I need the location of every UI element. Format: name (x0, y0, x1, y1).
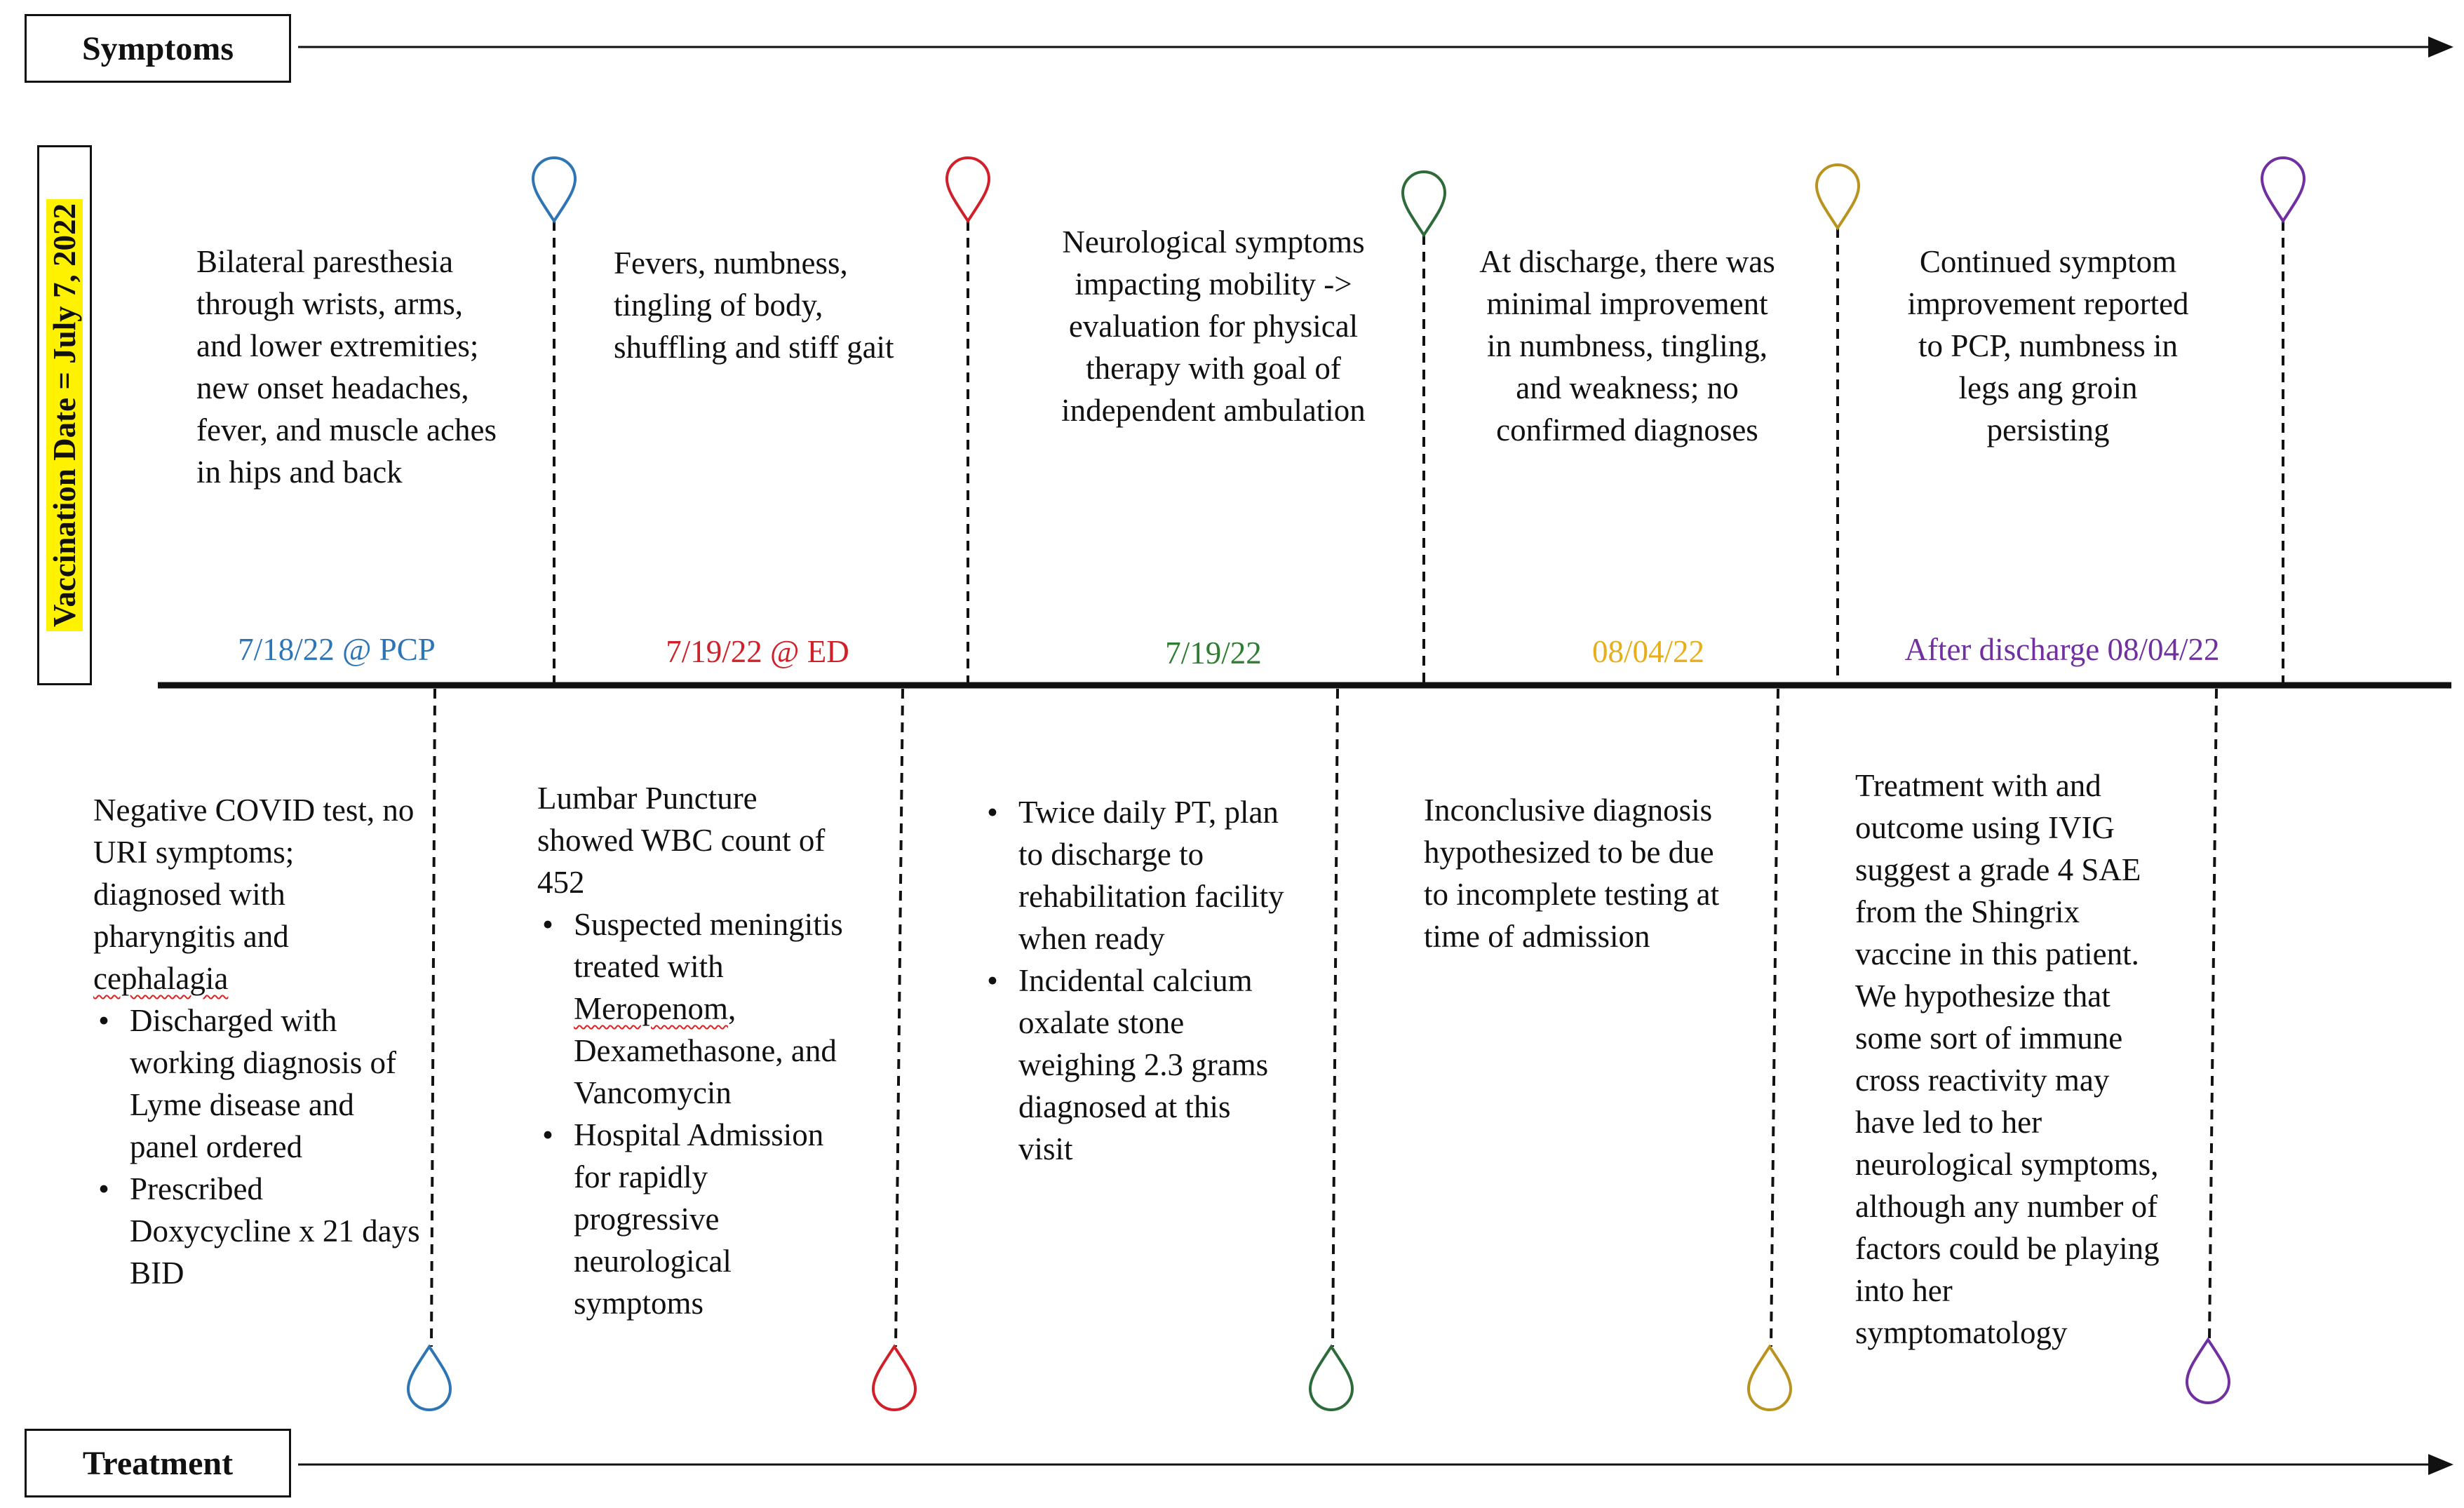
treatment-intro-ed: Lumbar Puncture showed WBC count of 452 (537, 781, 826, 900)
date-label-pcp: 7/18/22 @ PCP (238, 632, 436, 667)
marker-top-ed (947, 158, 989, 221)
treatment-text-discharge: Inconclusive diagnosis hypothesized to be due to incomplete testing at time of admission (1424, 793, 1720, 954)
marker-top-after (2262, 158, 2304, 221)
date-label-after: After discharge 08/04/22 (1904, 632, 2220, 667)
date-label-discharge: 08/04/22 (1591, 634, 1704, 669)
treatment-text-after: Treatment with and outcome using IVIG suggest a grade 4 SAE from the Shingrix vaccine in this patient. We hypothesize that some sort of immune cross reactivity may have led to her neurological symptoms, although any number of factors could be playing into her symptomatology (1855, 768, 2160, 1350)
symptom-text-ed: Fevers, numbness, tingling of body, shuffling and stiff gait (614, 245, 894, 365)
list-item: • Discharged with working diagnosis of Lyme disease and panel ordered (130, 999, 423, 1168)
treatment-box (25, 1429, 291, 1497)
marker-bottom-pcp (408, 1347, 450, 1410)
list-item: • Suspected meningitis treated with Meropenom, Dexamethasone, and Vancomycin (574, 903, 860, 1114)
marker-top-discharge (1817, 165, 1859, 228)
vaccination-date-box (37, 145, 92, 685)
treatment-text-pcp (93, 789, 423, 1294)
symptoms-box (25, 14, 291, 83)
symptom-text-discharge: At discharge, there was minimal improvement in numbness, tingling, and weakness; no confirmed diagnoses (1479, 244, 1775, 447)
marker-top-pcp (533, 158, 575, 221)
connector-bottom-3 (1333, 689, 1338, 1347)
symptom-text-after: Continued symptom improvement reported to PCP, numbness in legs ang groin persisting (1907, 244, 2189, 447)
list-item: • Twice daily PT, plan to discharge to rehabilitation facility when ready (1018, 791, 1291, 960)
treatment-label: Treatment (82, 1444, 234, 1482)
list-item: • Hospital Admission for rapidly progressive neurological symptoms (574, 1114, 860, 1324)
marker-bottom-pt (1310, 1347, 1352, 1410)
treatment-text-pt (982, 791, 1291, 1170)
marker-top-pt (1403, 172, 1445, 235)
connector-bottom-1 (431, 689, 435, 1347)
list-item: • Incidental calcium oxalate stone weighing 2.3 grams diagnosed at this visit (1018, 960, 1291, 1170)
marker-bottom-discharge (1749, 1347, 1791, 1410)
date-label-pt: 7/19/22 (1165, 635, 1262, 671)
connector-bottom-5 (2209, 689, 2216, 1340)
connector-bottom-2 (896, 689, 903, 1347)
treatment-bullets-ed (537, 903, 860, 1324)
treatment-intro-pcp: Negative COVID test, no URI symptoms; diagnosed with pharyngitis and cephalagia (93, 793, 415, 996)
connector-bottom-4 (1771, 689, 1778, 1347)
symptom-text-pt: Neurological symptoms impacting mobility -> evaluation for physical therapy with goal of independent ambulation (1061, 224, 1366, 428)
list-item: • Prescribed Doxycycline x 21 days BID (130, 1168, 423, 1294)
symptom-text-pcp: Bilateral paresthesia through wrists, arms, and lower extremities; new onset headaches, fever, and muscle aches in hips and back (196, 244, 497, 490)
date-label-ed: 7/19/22 @ ED (666, 634, 849, 669)
treatment-bullets-pcp (93, 999, 423, 1294)
marker-bottom-ed (873, 1347, 915, 1410)
treatment-text-ed (537, 777, 860, 1324)
vaccination-date-label: Vaccination Date = July 7, 2022 (46, 199, 83, 631)
misspelled-word: cephalagia (93, 961, 229, 996)
misspelled-word: Meropenom (574, 991, 728, 1026)
symptoms-label: Symptoms (81, 29, 234, 67)
treatment-bullets-pt (982, 791, 1291, 1170)
marker-bottom-after (2187, 1340, 2229, 1403)
